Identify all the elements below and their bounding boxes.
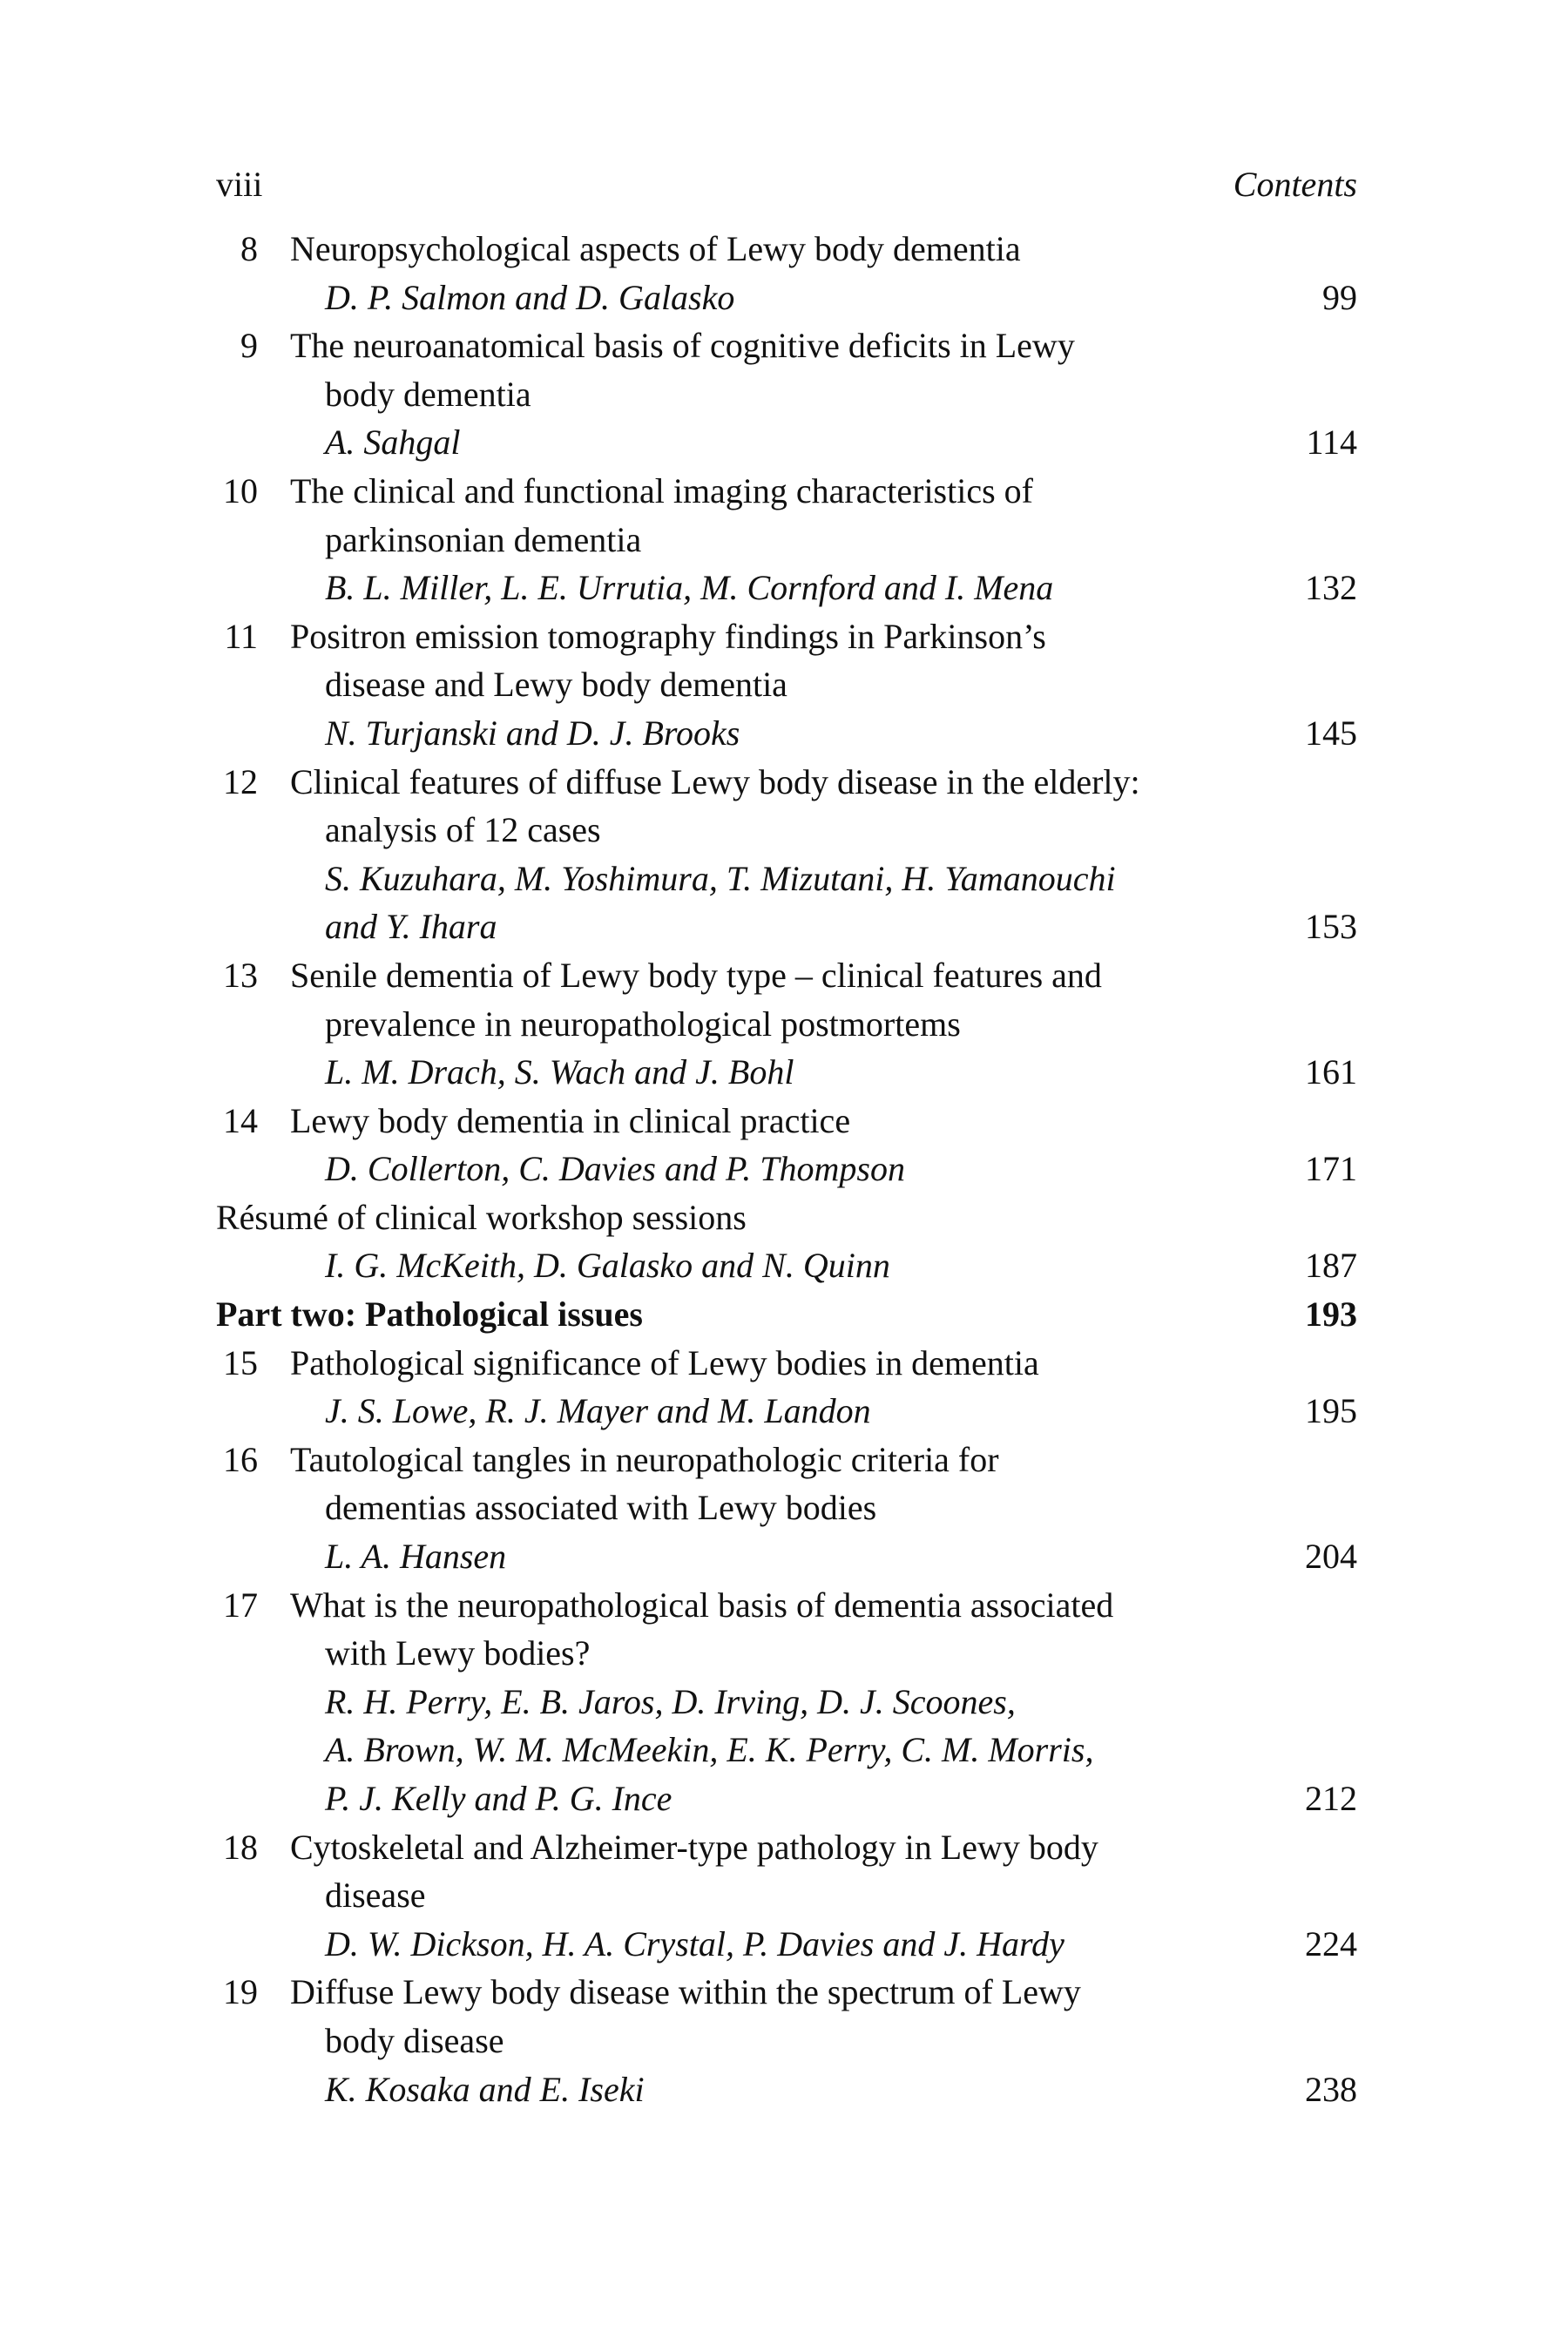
entry-authors-line xyxy=(216,1241,1357,1290)
entry-title-text: Tautological tangles in neuropathologic criteria for xyxy=(290,1439,999,1479)
entry-authors-text: A. Brown, W. M. McMeekin, E. K. Perry, C. M. Morris, xyxy=(325,1730,1094,1770)
entry-authors-text: and Y. Ihara xyxy=(325,907,497,947)
entry-title-text: disease xyxy=(325,1876,426,1916)
entry-title-text: dementias associated with Lewy bodies xyxy=(325,1488,877,1528)
entry-number: 15 xyxy=(223,1342,258,1382)
entry-title-line xyxy=(216,321,1357,370)
entry-title-line xyxy=(216,1823,1357,1872)
entry-authors-text: L. A. Hansen xyxy=(325,1537,507,1577)
entry-page-number: 238 xyxy=(1305,2069,1357,2109)
page-folio: viii xyxy=(216,165,263,204)
entry-page-number: 132 xyxy=(1305,568,1357,608)
entry-authors-text: R. H. Perry, E. B. Jaros, D. Irving, D. J. Scoones, xyxy=(325,1681,1016,1721)
entry-page-number: 171 xyxy=(1305,1149,1357,1189)
entry-page-number: 204 xyxy=(1305,1537,1357,1577)
entry-title-text: Pathological significance of Lewy bodies in dementia xyxy=(290,1342,1039,1382)
toc-entry-13 xyxy=(216,951,1357,1097)
entry-authors-line xyxy=(216,902,1357,951)
entry-page-number: 153 xyxy=(1305,907,1357,947)
toc-entry-14 xyxy=(216,1097,1357,1193)
entry-number: 18 xyxy=(223,1827,258,1867)
entry-page-number: 212 xyxy=(1305,1779,1357,1818)
entry-number: 13 xyxy=(223,955,258,995)
toc-entry-19 xyxy=(216,1968,1357,2113)
toc-entry-10 xyxy=(216,467,1357,612)
entry-number: 8 xyxy=(240,229,258,268)
entry-title-line xyxy=(216,660,1357,709)
entry-authors-line xyxy=(216,1774,1357,1823)
entry-title-text: Diffuse Lewy body disease within the spectrum of Lewy xyxy=(290,1972,1081,2012)
entry-title-line xyxy=(216,370,1357,419)
entry-authors-line xyxy=(216,1145,1357,1193)
entry-authors-line xyxy=(216,1920,1357,1969)
entry-title-text: Positron emission tomography findings in Parkinson’s xyxy=(290,616,1046,656)
toc-entry-8 xyxy=(216,225,1357,321)
entry-title-line xyxy=(216,1484,1357,1532)
entry-authors-line xyxy=(216,2065,1357,2114)
entry-page-number: 187 xyxy=(1305,1246,1357,1286)
entry-number: 17 xyxy=(223,1585,258,1625)
entry-title-text: The clinical and functional imaging characteristics of xyxy=(290,470,1033,510)
entry-page-number: 145 xyxy=(1305,713,1357,753)
entry-title-text: Senile dementia of Lewy body type – clinical features and xyxy=(290,955,1102,995)
toc-entry-resume xyxy=(216,1193,1357,1290)
entry-title-text: The neuroanatomical basis of cognitive deficits in Lewy xyxy=(290,326,1075,366)
entry-title-line xyxy=(216,1193,1357,1242)
entry-title-text: Neuropsychological aspects of Lewy body dementia xyxy=(290,229,1021,268)
entry-number: 10 xyxy=(223,470,258,510)
entry-title-text: Cytoskeletal and Alzheimer-type pathology in Lewy body xyxy=(290,1827,1098,1867)
entry-title-line xyxy=(216,1097,1357,1146)
entry-page-number: 114 xyxy=(1306,422,1357,463)
page-header xyxy=(216,155,1357,225)
resume-authors: I. G. McKeith, D. Galasko and N. Quinn xyxy=(325,1246,890,1286)
entry-authors-text: S. Kuzuhara, M. Yoshimura, T. Mizutani, H. Yamanouchi xyxy=(325,858,1116,898)
entry-number: 16 xyxy=(223,1439,258,1479)
entry-title-line xyxy=(216,225,1357,274)
entry-authors-line xyxy=(216,1387,1357,1436)
part-page-number: 193 xyxy=(1305,1294,1357,1335)
entry-authors-line xyxy=(216,1678,1357,1727)
entry-authors-line xyxy=(216,564,1357,612)
toc-entry-15 xyxy=(216,1339,1357,1436)
entry-title-text: disease and Lewy body dementia xyxy=(325,665,787,705)
toc-entry-11 xyxy=(216,612,1357,758)
running-title: Contents xyxy=(1233,165,1357,204)
entry-title-line xyxy=(216,1968,1357,2017)
entry-title-line xyxy=(216,758,1357,807)
toc-list xyxy=(216,225,1357,2113)
entry-title-text: Lewy body dementia in clinical practice xyxy=(290,1100,851,1140)
entry-title-text: body dementia xyxy=(325,374,531,414)
entry-number: 12 xyxy=(223,761,258,801)
entry-title-line xyxy=(216,1339,1357,1388)
entry-authors-text: P. J. Kelly and P. G. Ince xyxy=(325,1779,672,1818)
entry-authors-text: L. M. Drach, S. Wach and J. Bohl xyxy=(325,1052,794,1092)
toc-entry-17 xyxy=(216,1581,1357,1823)
entry-title-text: analysis of 12 cases xyxy=(325,810,601,850)
entry-title-text: Clinical features of diffuse Lewy body disease in the elderly: xyxy=(290,761,1140,801)
entry-number: 19 xyxy=(223,1972,258,2012)
entry-authors-text: N. Turjanski and D. J. Brooks xyxy=(325,713,740,753)
entry-number: 14 xyxy=(223,1100,258,1140)
entry-title-line xyxy=(216,1000,1357,1049)
entry-title-text: What is the neuropathological basis of dementia associated xyxy=(290,1585,1114,1625)
entry-number: 9 xyxy=(240,326,258,366)
toc-entry-16 xyxy=(216,1436,1357,1581)
resume-title: Résumé of clinical workshop sessions xyxy=(216,1197,747,1237)
entry-title-line xyxy=(216,1871,1357,1920)
entry-authors-text: B. L. Miller, L. E. Urrutia, M. Cornford and I. Mena xyxy=(325,568,1054,608)
toc-entry-12 xyxy=(216,758,1357,951)
entry-title-line xyxy=(216,516,1357,564)
toc-entry-18 xyxy=(216,1823,1357,1969)
toc-entry-9 xyxy=(216,321,1357,467)
entry-authors-text: D. P. Salmon and D. Galasko xyxy=(325,277,735,317)
entry-authors-line xyxy=(216,855,1357,903)
entry-page-number: 161 xyxy=(1305,1052,1357,1092)
entry-authors-line xyxy=(216,1532,1357,1581)
entry-authors-text: D. W. Dickson, H. A. Crystal, P. Davies and J. Hardy xyxy=(325,1923,1064,1963)
entry-title-text: with Lewy bodies? xyxy=(325,1633,591,1673)
entry-number: 11 xyxy=(224,616,258,656)
entry-authors-line xyxy=(216,1048,1357,1097)
entry-authors-text: A. Sahgal xyxy=(325,422,461,463)
entry-page-number: 224 xyxy=(1305,1923,1357,1963)
entry-title-text: body disease xyxy=(325,2020,504,2060)
entry-authors-text: K. Kosaka and E. Iseki xyxy=(325,2069,645,2109)
entry-page-number: 195 xyxy=(1305,1391,1357,1431)
entry-title-line xyxy=(216,612,1357,661)
part-heading xyxy=(216,1290,1357,1339)
part-title: Part two: Pathological issues xyxy=(216,1294,643,1335)
entry-authors-line xyxy=(216,274,1357,322)
entry-title-text: parkinsonian dementia xyxy=(325,519,642,559)
entry-title-line xyxy=(216,1436,1357,1484)
contents-page xyxy=(216,155,1357,2113)
entry-title-line xyxy=(216,1581,1357,1630)
entry-authors-text: D. Collerton, C. Davies and P. Thompson xyxy=(325,1149,905,1189)
entry-title-line xyxy=(216,467,1357,516)
entry-authors-line xyxy=(216,1726,1357,1774)
entry-authors-text: J. S. Lowe, R. J. Mayer and M. Landon xyxy=(325,1391,871,1431)
entry-authors-line xyxy=(216,418,1357,467)
entry-title-text: prevalence in neuropathological postmortems xyxy=(325,1004,961,1044)
entry-title-line xyxy=(216,806,1357,855)
entry-title-line xyxy=(216,1629,1357,1678)
entry-authors-line xyxy=(216,709,1357,758)
entry-page-number: 99 xyxy=(1322,277,1357,317)
entry-title-line xyxy=(216,2017,1357,2065)
entry-title-line xyxy=(216,951,1357,1000)
